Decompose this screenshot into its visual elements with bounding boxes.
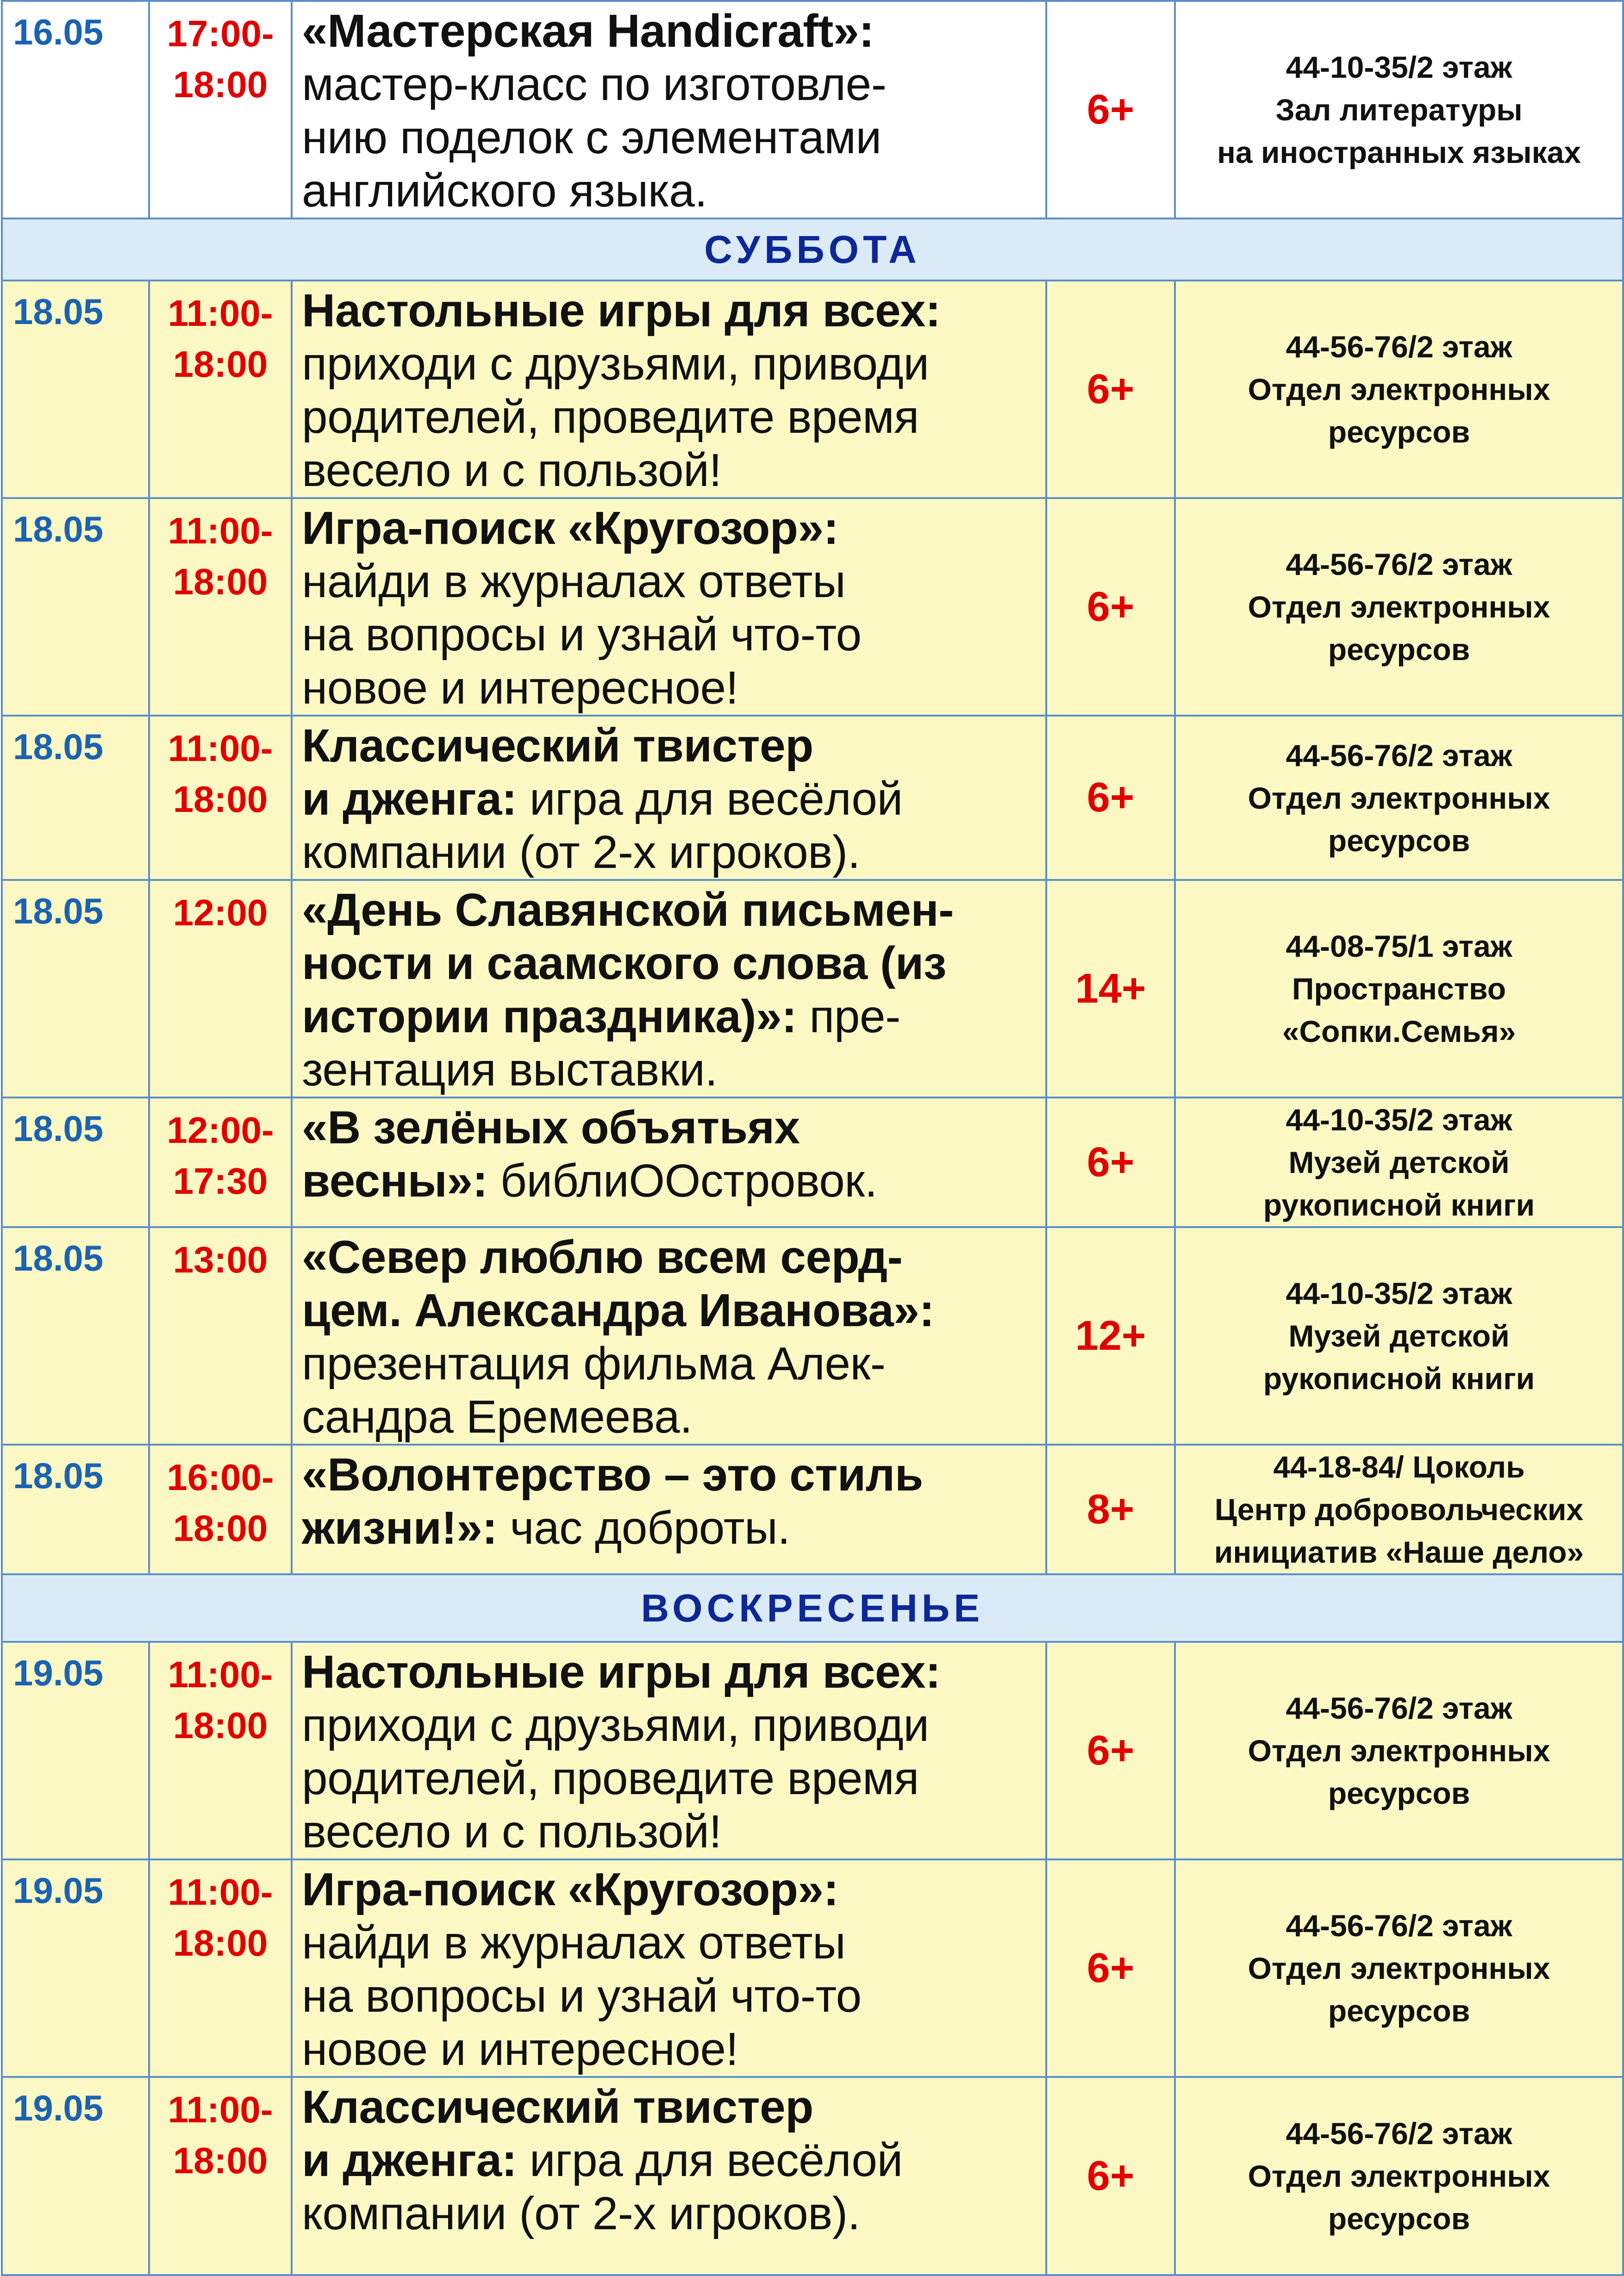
- description-line: [302, 2023, 1041, 2076]
- event-body-text: найди в журналах ответы: [302, 555, 846, 607]
- description-line: [302, 1154, 1041, 1208]
- description-line: [302, 1863, 1041, 1916]
- description-line: [302, 884, 1041, 937]
- description-line: [302, 1502, 1041, 1555]
- event-row: [2, 1, 1623, 218]
- event-date: 19.05: [2, 2077, 149, 2275]
- age-rating: 6+: [1046, 1642, 1175, 1859]
- description-line: [302, 1448, 1041, 1502]
- time-line: 18:00: [173, 2140, 268, 2181]
- time-line: 18:00: [173, 343, 268, 385]
- event-title-text: «В зелёных объятьях: [302, 1102, 800, 1154]
- location-line: ресурсов: [1328, 2201, 1470, 2236]
- location-line: Пространство: [1292, 972, 1506, 1006]
- event-body-text: найди в журналах ответы: [302, 1917, 846, 1969]
- time-line: 17:00-: [167, 13, 274, 54]
- event-body-text: весело и с пользой!: [302, 444, 722, 496]
- event-date: 19.05: [2, 1642, 149, 1859]
- location-line: Музей детской: [1288, 1319, 1510, 1353]
- event-body-text: новое и интересное!: [302, 662, 738, 714]
- time-line: 13:00: [173, 1239, 268, 1280]
- event-title-text: Настольные игры для всех:: [302, 285, 941, 337]
- description-line: [302, 284, 1041, 337]
- description-line: [302, 1646, 1041, 1699]
- event-date: 18.05: [2, 880, 149, 1097]
- time-line: 11:00-: [168, 1654, 273, 1695]
- event-description: [292, 880, 1046, 1097]
- location-line: ресурсов: [1328, 1994, 1470, 2028]
- event-title-text: жизни!»:: [302, 1502, 498, 1554]
- description-line: [302, 1970, 1041, 2023]
- event-body-text: сандра Еремеева.: [302, 1391, 693, 1443]
- day-header: СУББОТА: [2, 218, 1623, 281]
- event-body-text: компании (от 2-х игроков).: [302, 2188, 860, 2239]
- location-line: 44-10-35/2 этаж: [1286, 1103, 1512, 1137]
- description-line: [302, 2187, 1041, 2240]
- location-line: 44-56-76/2 этаж: [1286, 330, 1512, 364]
- description-line: [302, 661, 1041, 715]
- description-line: [302, 391, 1041, 444]
- description-line: [302, 1391, 1041, 1444]
- location-line: Отдел электронных: [1248, 1951, 1550, 1985]
- time-line: 16:00-: [167, 1457, 274, 1498]
- location-line: Отдел электронных: [1248, 1734, 1550, 1768]
- day-header: ВОСКРЕСЕНЬЕ: [2, 1574, 1623, 1642]
- event-location: [1175, 1859, 1623, 2077]
- description-line: [302, 58, 1041, 111]
- description-line: [302, 1284, 1041, 1337]
- time-line: 12:00-: [167, 1110, 274, 1151]
- description-line: [302, 111, 1041, 164]
- event-date: 16.05: [2, 1, 149, 218]
- event-time: [149, 1642, 292, 1859]
- event-body-text: презентация фильма Алек-: [302, 1338, 886, 1390]
- event-description: [292, 1445, 1046, 1574]
- age-rating: 6+: [1046, 1097, 1175, 1227]
- event-location: [1175, 716, 1623, 880]
- event-description: [292, 1, 1046, 218]
- description-line: [302, 337, 1041, 391]
- event-row: [2, 880, 1623, 1097]
- description-line: [302, 2081, 1041, 2134]
- event-title-text: Игра-поиск «Кругозор»:: [302, 502, 839, 554]
- event-title-text: и дженга:: [302, 773, 517, 825]
- event-location: [1175, 498, 1623, 716]
- event-row: [2, 1445, 1623, 1574]
- description-line: [302, 5, 1041, 58]
- location-line: ресурсов: [1328, 823, 1470, 858]
- description-line: [302, 502, 1041, 555]
- event-title-text: ности и саамского слова (из: [302, 937, 947, 989]
- event-time: [149, 1859, 292, 2077]
- event-row: [2, 2077, 1623, 2275]
- event-time: [149, 1, 292, 218]
- event-row: [2, 498, 1623, 716]
- event-time: [149, 716, 292, 880]
- location-line: инициатив «Наше дело»: [1214, 1535, 1584, 1569]
- age-rating: 14+: [1046, 880, 1175, 1097]
- event-description: [292, 498, 1046, 716]
- location-line: 44-56-76/2 этаж: [1286, 547, 1512, 581]
- description-line: [302, 164, 1041, 218]
- description-line: [302, 826, 1041, 879]
- location-line: 44-10-35/2 этаж: [1286, 1276, 1512, 1310]
- event-location: [1175, 1, 1623, 218]
- time-line: 18:00: [173, 561, 268, 602]
- event-location: [1175, 880, 1623, 1097]
- time-line: 18:00: [173, 1508, 268, 1549]
- location-line: 44-56-76/2 этаж: [1286, 2116, 1512, 2151]
- event-time: [149, 498, 292, 716]
- event-body-text: мастер-класс по изготовле-: [302, 58, 887, 110]
- description-line: [302, 555, 1041, 608]
- event-description: [292, 1642, 1046, 1859]
- event-body-text: на вопросы и узнай что-то: [302, 1970, 862, 2022]
- location-line: 44-08-75/1 этаж: [1286, 929, 1512, 963]
- schedule-table: [1, 0, 1624, 2276]
- location-line: на иностранных языках: [1217, 135, 1581, 169]
- event-title-text: Классический твистер: [302, 720, 813, 772]
- time-line: 17:30: [173, 1160, 268, 1202]
- event-time: [149, 2077, 292, 2275]
- time-line: 12:00: [173, 892, 268, 933]
- event-body-text: весело и с пользой!: [302, 1806, 722, 1858]
- event-title-text: Настольные игры для всех:: [302, 1646, 941, 1698]
- day-header-row: [2, 218, 1623, 281]
- time-line: 11:00-: [168, 510, 273, 551]
- event-body-text: зентация выставки.: [302, 1044, 718, 1096]
- location-line: Музей детской: [1288, 1145, 1510, 1179]
- event-body-text: компании (от 2-х игроков).: [302, 826, 860, 878]
- event-location: [1175, 1227, 1623, 1445]
- location-line: 44-56-76/2 этаж: [1286, 1908, 1512, 1943]
- event-row: [2, 1227, 1623, 1445]
- time-line: 11:00-: [168, 293, 273, 334]
- event-body-text: час доброты.: [497, 1502, 790, 1554]
- description-line: [302, 1101, 1041, 1154]
- event-title-text: «Мастерская Handicraft»:: [302, 5, 874, 57]
- age-rating: 8+: [1046, 1445, 1175, 1574]
- location-line: 44-10-35/2 этаж: [1286, 50, 1512, 84]
- event-title-text: Классический твистер: [302, 2081, 813, 2133]
- event-title-text: «День Славянской письмен-: [302, 884, 954, 936]
- description-line: [302, 1916, 1041, 1970]
- event-body-text: приходи с друзьями, приводи: [302, 338, 929, 390]
- event-time: [149, 1227, 292, 1445]
- time-line: 18:00: [173, 64, 268, 105]
- location-line: Отдел электронных: [1248, 2159, 1550, 2193]
- event-location: [1175, 1097, 1623, 1227]
- event-body-text: английского языка.: [302, 165, 707, 217]
- event-title-text: «Север люблю всем серд-: [302, 1231, 903, 1283]
- event-body-text: новое и интересное!: [302, 2023, 738, 2075]
- event-location: [1175, 2077, 1623, 2275]
- description-line: [302, 719, 1041, 773]
- event-body-text: игра для весёлой: [517, 773, 903, 825]
- age-rating: 6+: [1046, 2077, 1175, 2275]
- event-title-text: весны»:: [302, 1155, 488, 1207]
- location-line: 44-56-76/2 этаж: [1286, 738, 1512, 773]
- time-line: 11:00-: [168, 728, 273, 769]
- event-body-text: родителей, проведите время: [302, 391, 919, 443]
- event-date: 18.05: [2, 1097, 149, 1227]
- event-description: [292, 1859, 1046, 2077]
- location-line: Центр добровольческих: [1214, 1492, 1584, 1527]
- event-location: [1175, 1642, 1623, 1859]
- description-line: [302, 937, 1041, 990]
- event-time: [149, 1445, 292, 1574]
- description-line: [302, 1337, 1041, 1391]
- event-date: 19.05: [2, 1859, 149, 2077]
- location-line: ресурсов: [1328, 1776, 1470, 1810]
- description-line: [302, 608, 1041, 661]
- event-body-text: игра для весёлой: [517, 2134, 903, 2186]
- event-body-text: родителей, проведите время: [302, 1752, 919, 1804]
- event-description: [292, 1097, 1046, 1227]
- time-line: 18:00: [173, 1705, 268, 1746]
- event-location: [1175, 281, 1623, 498]
- event-date: 18.05: [2, 1227, 149, 1445]
- event-body-text: пре-: [796, 991, 900, 1042]
- age-rating: 12+: [1046, 1227, 1175, 1445]
- description-line: [302, 1699, 1041, 1752]
- schedule-body: [2, 1, 1623, 2275]
- event-date: 18.05: [2, 1445, 149, 1574]
- event-time: [149, 880, 292, 1097]
- event-body-text: приходи с друзьями, приводи: [302, 1699, 929, 1751]
- event-title-text: и дженга:: [302, 2134, 517, 2186]
- event-row: [2, 716, 1623, 880]
- event-row: [2, 1859, 1623, 2077]
- location-line: ресурсов: [1328, 632, 1470, 667]
- location-line: Отдел электронных: [1248, 780, 1550, 815]
- event-body-text: нию поделок с элементами: [302, 112, 881, 163]
- event-date: 18.05: [2, 498, 149, 716]
- event-row: [2, 1097, 1623, 1227]
- event-description: [292, 1227, 1046, 1445]
- location-line: «Сопки.Семья»: [1282, 1014, 1516, 1048]
- description-line: [302, 2134, 1041, 2187]
- location-line: рукописной книги: [1263, 1188, 1535, 1222]
- time-line: 11:00-: [168, 2089, 273, 2130]
- event-description: [292, 281, 1046, 498]
- event-date: 18.05: [2, 281, 149, 498]
- event-title-text: Игра-поиск «Кругозор»:: [302, 1864, 839, 1915]
- description-line: [302, 1805, 1041, 1858]
- location-line: Отдел электронных: [1248, 372, 1550, 406]
- event-body-text: на вопросы и узнай что-то: [302, 609, 862, 661]
- age-rating: 6+: [1046, 498, 1175, 716]
- day-header-row: [2, 1574, 1623, 1642]
- location-line: Зал литературы: [1275, 93, 1523, 127]
- event-title-text: истории праздника)»:: [302, 991, 797, 1042]
- event-time: [149, 281, 292, 498]
- event-location: [1175, 1445, 1623, 1574]
- event-date: 18.05: [2, 716, 149, 880]
- event-title-text: «Волонтерство – это стиль: [302, 1449, 923, 1501]
- description-line: [302, 990, 1041, 1043]
- age-rating: 6+: [1046, 281, 1175, 498]
- location-line: 44-18-84/ Цоколь: [1273, 1450, 1525, 1484]
- location-line: рукописной книги: [1263, 1361, 1535, 1396]
- description-line: [302, 773, 1041, 826]
- time-line: 11:00-: [168, 1871, 273, 1913]
- event-title-text: цем. Александра Иванова»:: [302, 1285, 935, 1336]
- event-row: [2, 281, 1623, 498]
- description-line: [302, 1231, 1041, 1284]
- event-row: [2, 1642, 1623, 1859]
- time-line: 18:00: [173, 779, 268, 820]
- age-rating: 6+: [1046, 716, 1175, 880]
- location-line: ресурсов: [1328, 415, 1470, 449]
- description-line: [302, 1752, 1041, 1805]
- location-line: Отдел электронных: [1248, 590, 1550, 624]
- event-time: [149, 1097, 292, 1227]
- event-description: [292, 716, 1046, 880]
- age-rating: 6+: [1046, 1859, 1175, 2077]
- age-rating: 6+: [1046, 1, 1175, 218]
- location-line: 44-56-76/2 этаж: [1286, 1691, 1512, 1725]
- description-line: [302, 444, 1041, 497]
- description-line: [302, 1043, 1041, 1097]
- time-line: 18:00: [173, 1922, 268, 1964]
- event-body-text: библиООстровок.: [487, 1155, 877, 1207]
- event-description: [292, 2077, 1046, 2275]
